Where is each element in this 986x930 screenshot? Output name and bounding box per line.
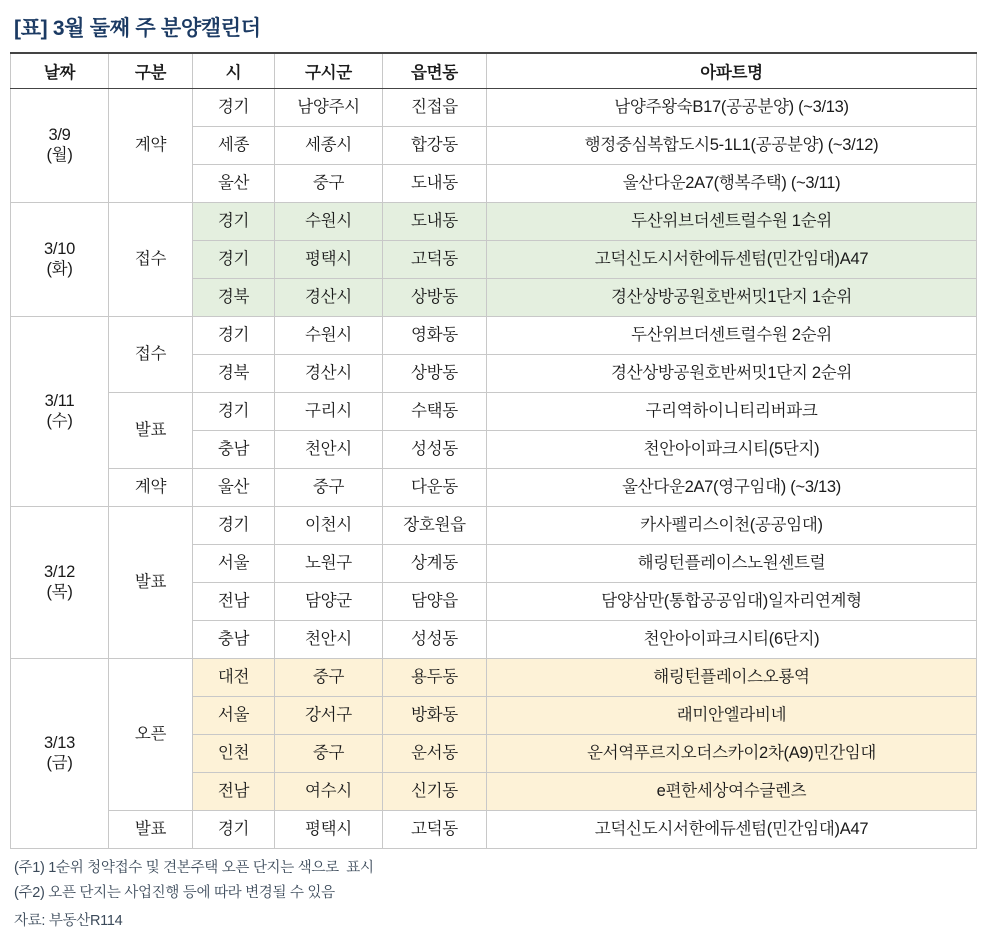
cell-si: 경기 [193,203,275,241]
cell-type: 계약 [109,469,193,507]
cell-gu: 수원시 [275,203,383,241]
cell-type: 계약 [109,89,193,203]
cell-gu: 중구 [275,469,383,507]
cell-si: 전남 [193,773,275,811]
cell-eup: 상방동 [383,279,487,317]
cell-gu: 경산시 [275,355,383,393]
cell-gu: 노원구 [275,545,383,583]
cell-si: 경기 [193,317,275,355]
table-row [11,507,977,545]
cell-si: 충남 [193,621,275,659]
cell-eup: 진접읍 [383,89,487,127]
cell-type: 접수 [109,203,193,317]
cell-si: 서울 [193,697,275,735]
table-row [11,469,977,507]
cell-si: 경기 [193,811,275,849]
cell-eup: 도내동 [383,165,487,203]
source-label: 자료: 부동산R114 [14,912,123,929]
note-1: (주1) 1순위 청약접수 및 견본주택 오픈 단지는 색으로 표시 [14,860,374,876]
cell-type: 발표 [109,393,193,469]
cell-eup: 상계동 [383,545,487,583]
cell-apartment-name: 두산위브더센트럴수원 2순위 [487,317,977,355]
table-row [11,203,977,241]
cell-date: 3/9 (월) [11,89,109,203]
cell-apartment-name: 경산상방공원호반써밋1단지 1순위 [487,279,977,317]
cell-apartment-name: 고덕신도시서한에듀센텀(민간임대)A47 [487,241,977,279]
cell-apartment-name: 담양삼만(통합공공임대)일자리연계형 [487,583,977,621]
cell-gu: 평택시 [275,811,383,849]
cell-eup: 다운동 [383,469,487,507]
cell-date: 3/12 (목) [11,507,109,659]
cell-gu: 구리시 [275,393,383,431]
cell-gu: 남양주시 [275,89,383,127]
cell-eup: 방화동 [383,697,487,735]
cell-eup: 신기동 [383,773,487,811]
cell-si: 경북 [193,279,275,317]
cell-gu: 세종시 [275,127,383,165]
cell-apartment-name: 울산다운2A7(행복주택) (~3/11) [487,165,977,203]
table-notes [14,856,976,907]
table-row [11,317,977,355]
cell-gu: 경산시 [275,279,383,317]
cell-eup: 고덕동 [383,811,487,849]
cell-date: 3/11 (수) [11,317,109,507]
column-header-0: 날짜 [11,53,109,89]
cell-eup: 고덕동 [383,241,487,279]
cell-eup: 장호원읍 [383,507,487,545]
cell-si: 인천 [193,735,275,773]
table-row [11,811,977,849]
cell-eup: 성성동 [383,621,487,659]
cell-date: 3/13 (금) [11,659,109,849]
cell-apartment-name: 두산위브더센트럴수원 1순위 [487,203,977,241]
cell-apartment-name: 행정중심복합도시5-1L1(공공분양) (~3/12) [487,127,977,165]
cell-si: 경기 [193,89,275,127]
cell-type: 접수 [109,317,193,393]
table-header-row [11,53,977,89]
cell-apartment-name: 래미안엘라비네 [487,697,977,735]
cell-gu: 천안시 [275,431,383,469]
cell-gu: 담양군 [275,583,383,621]
cell-eup: 합강동 [383,127,487,165]
cell-apartment-name: 카사펠리스이천(공공임대) [487,507,977,545]
cell-apartment-name: 경산상방공원호반써밋1단지 2순위 [487,355,977,393]
cell-si: 충남 [193,431,275,469]
cell-apartment-name: 천안아이파크시티(5단지) [487,431,977,469]
cell-eup: 상방동 [383,355,487,393]
cell-si: 전남 [193,583,275,621]
cell-apartment-name: 울산다운2A7(영구임대) (~3/13) [487,469,977,507]
cell-apartment-name: 운서역푸르지오더스카이2차(A9)민간임대 [487,735,977,773]
cell-gu: 수원시 [275,317,383,355]
cell-type: 발표 [109,811,193,849]
cell-apartment-name: 천안아이파크시티(6단지) [487,621,977,659]
column-header-2: 시 [193,53,275,89]
cell-si: 경기 [193,241,275,279]
cell-si: 울산 [193,469,275,507]
cell-eup: 용두동 [383,659,487,697]
cell-eup: 영화동 [383,317,487,355]
column-header-3: 구시군 [275,53,383,89]
cell-si: 대전 [193,659,275,697]
cell-eup: 도내동 [383,203,487,241]
cell-eup: 운서동 [383,735,487,773]
table-header [11,53,977,89]
cell-eup: 수택동 [383,393,487,431]
cell-gu: 천안시 [275,621,383,659]
table-row [11,659,977,697]
cell-si: 울산 [193,165,275,203]
cell-eup: 성성동 [383,431,487,469]
column-header-5: 아파트명 [487,53,977,89]
note-2: (주2) 오픈 단지는 사업진행 등에 따라 변경될 수 있음 [14,885,335,902]
cell-si: 경북 [193,355,275,393]
cell-apartment-name: 구리역하이니티리버파크 [487,393,977,431]
cell-gu: 중구 [275,165,383,203]
cell-apartment-name: 고덕신도시서한에듀센텀(민간임대)A47 [487,811,977,849]
table-body [11,89,977,849]
cell-si: 세종 [193,127,275,165]
cell-gu: 중구 [275,735,383,773]
cell-si: 서울 [193,545,275,583]
page-title: [표] 3월 둘째 주 분양캘린더 [14,17,261,40]
cell-gu: 이천시 [275,507,383,545]
column-header-4: 읍면동 [383,53,487,89]
cell-date: 3/10 (화) [11,203,109,317]
cell-gu: 강서구 [275,697,383,735]
column-header-1: 구분 [109,53,193,89]
supply-calendar-table [10,52,977,849]
cell-apartment-name: 남양주왕숙B17(공공분양) (~3/13) [487,89,977,127]
cell-eup: 담양읍 [383,583,487,621]
cell-apartment-name: e편한세상여수글렌츠 [487,773,977,811]
cell-apartment-name: 해링턴플레이스노원센트럴 [487,545,977,583]
cell-type: 발표 [109,507,193,659]
cell-gu: 평택시 [275,241,383,279]
cell-si: 경기 [193,507,275,545]
cell-type: 오픈 [109,659,193,811]
cell-apartment-name: 해링턴플레이스오룡역 [487,659,977,697]
table-row [11,393,977,431]
cell-si: 경기 [193,393,275,431]
table-row [11,89,977,127]
cell-gu: 여수시 [275,773,383,811]
cell-gu: 중구 [275,659,383,697]
